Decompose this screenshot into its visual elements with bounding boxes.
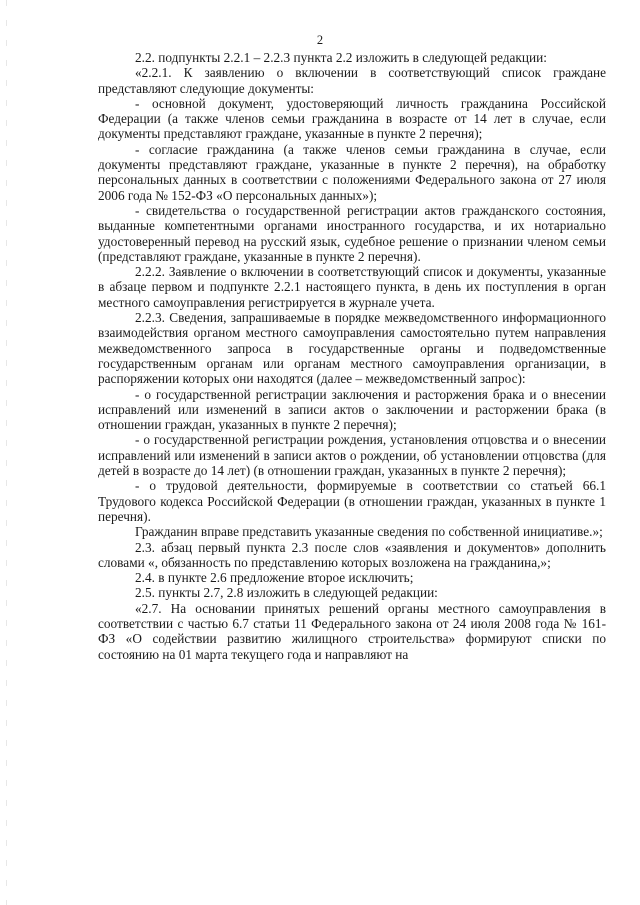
scan-edge-artifact xyxy=(6,0,7,905)
paragraph-2-3: 2.3. абзац первый пункта 2.3 после слов «заявления и документов» дополнить словами «, обязанность по представлению которых возложена на гражданина,»; xyxy=(98,539,606,570)
paragraph-2-2-3: 2.2.3. Сведения, запрашиваемые в порядке межведомственного информационного взаимодействия органом местного самоуправления самостоятельно путем направления межведомственного запроса в государственные органы и подведомственные государственным органам или органам местного самоуправления организации, в распоряжении которых они находятся (далее – межведомственный запрос): xyxy=(98,310,606,387)
list-item-birth-registration: - о государственной регистрации рождения, установления отцовства и о внесении исправлений или изменений в записи актов о рождении, об установлении отцовства (для детей в возрасте до 14 лет) (в отношении граждан, указанных в пункте 2 перечня); xyxy=(98,432,606,479)
list-item-personal-data-consent: - согласие гражданина (а также членов семьи гражданина в случае, если документы представляют граждане, указанные в пункте 2 перечня), на обработку персональных данных в соответствии с положениями Федерального закона от 27 июля 2006 года № 152-ФЗ «О персональных данных»); xyxy=(98,141,606,203)
paragraph-2-2-2: 2.2.2. Заявление о включении в соответствующий список и документы, указанные в абзаце первом и подпункте 2.2.1 настоящего пункта, в день их поступления в орган местного самоуправления регистрируется в журнале учета. xyxy=(98,264,606,310)
list-item-civil-status-certificates: - свидетельства о государственной регистрации актов гражданского состояния, выданные компетентными органами иностранного государства, и их нотариально удостоверенный перевод на русский язык, судебное решение о признании членом семьи (представляют граждане, указанные в пункте 2 перечня). xyxy=(98,202,606,264)
document-body xyxy=(98,50,606,662)
paragraph-2-5: 2.5. пункты 2.7, 2.8 изложить в следующей редакции: xyxy=(135,585,438,601)
paragraph-2-2: 2.2. подпункты 2.2.1 – 2.2.3 пункта 2.2 изложить в следующей редакции: xyxy=(135,50,547,65)
paragraph-own-initiative: Гражданин вправе представить указанные сведения по собственной инициативе.»; xyxy=(135,524,603,540)
paragraph-2-4: 2.4. в пункте 2.6 предложение второе исключить; xyxy=(135,570,414,586)
list-item-marriage-registration: - о государственной регистрации заключения и расторжения брака и о внесении исправлений или изменений в записи актов о заключении и расторжении брака (в отношении граждан, указанных в пункте 2 перечня); xyxy=(98,386,606,433)
paragraph-2-7: «2.7. На основании принятых решений органы местного самоуправления в соответствии с частью 6.7 статьи 11 Федерального закона от 24 июля 2008 года № 161-ФЗ «О содействии развитию жилищного строительства» формируют списки по состоянию на 01 марта текущего года и направляют на xyxy=(98,600,606,662)
list-item-identity-document: - основной документ, удостоверяющий личность гражданина Российской Федерации (а также членов семьи гражданина в возрасте от 14 лет в случае, если документы представляют граждане, указанные в пункте 2 перечня); xyxy=(98,95,606,142)
list-item-employment-information: - о трудовой деятельности, формируемые в соответствии со статьей 66.1 Трудового кодекса Российской Федерации (в отношении граждан, указанных в пункте 1 перечня). xyxy=(98,478,606,524)
page-number: 2 xyxy=(316,33,324,47)
paragraph-2-2-1: «2.2.1. К заявлению о включении в соответствующий список граждане представляют следующие документы: xyxy=(98,65,606,96)
